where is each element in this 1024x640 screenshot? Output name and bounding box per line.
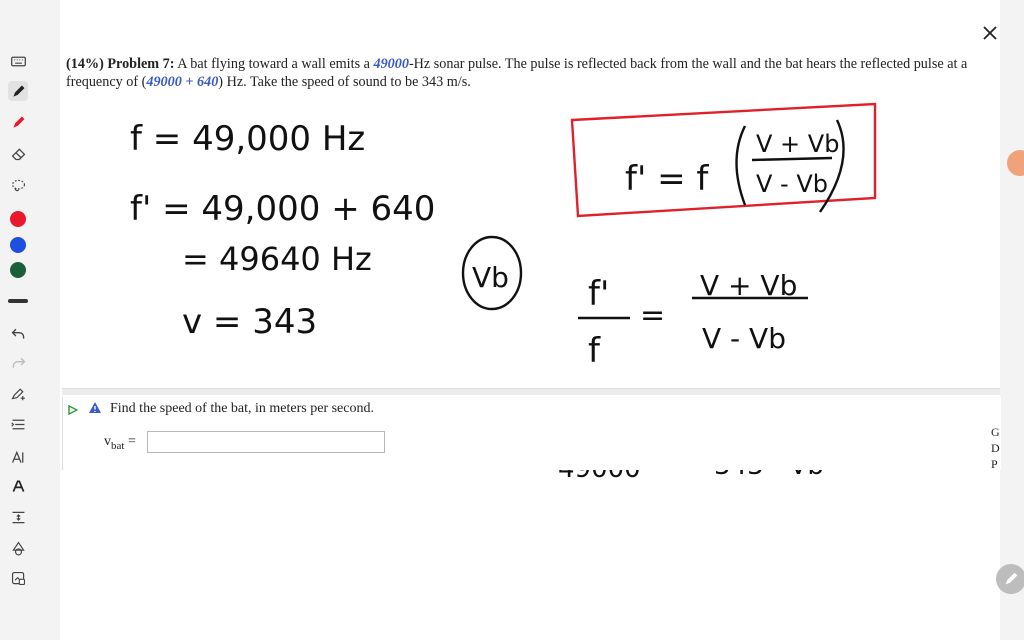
stroke-width-indicator[interactable] <box>8 299 28 303</box>
spacing-icon[interactable] <box>8 507 28 527</box>
green-color-swatch[interactable] <box>10 262 26 278</box>
answer-sub: bat <box>111 439 125 452</box>
hw-line-v: v = 343 <box>182 302 318 342</box>
question-divider <box>62 388 1000 395</box>
hw-boxed-lhs: f' = f <box>625 159 709 199</box>
hw-line-f: f = 49,000 Hz <box>130 119 366 159</box>
red-color-swatch[interactable] <box>10 211 26 227</box>
lasso-icon[interactable] <box>8 175 28 195</box>
insert-text-icon[interactable] <box>8 447 28 467</box>
close-icon[interactable] <box>980 23 1000 43</box>
drawing-toolbar <box>0 0 36 640</box>
pen-icon[interactable] <box>8 81 28 101</box>
side-letter-p: P <box>991 457 998 471</box>
hw-ratio-numerator: f' <box>588 274 610 314</box>
problem-text-a: A bat flying toward a wall emits a <box>177 56 370 72</box>
add-pen-icon[interactable] <box>8 383 28 403</box>
hw-line-f-prime: f' = 49,000 + 640 <box>130 189 436 229</box>
problem-title: Problem 7: <box>107 56 175 72</box>
edge-handle[interactable] <box>1007 150 1024 176</box>
highlighter-icon[interactable] <box>8 112 28 132</box>
hw-equals: = <box>640 298 666 333</box>
symbol-icon[interactable] <box>8 476 28 496</box>
image-icon[interactable] <box>8 568 28 588</box>
problem-weight: (14%) <box>66 56 104 72</box>
problem-text-b: -Hz sonar pulse. The pulse is reflected back from the wall and the bat hears the reflected pulse at a frequency of ( <box>66 56 968 90</box>
hw-boxed-denominator: V - Vb <box>756 170 828 198</box>
undo-icon[interactable] <box>8 323 28 343</box>
question-text: Find the speed of the bat, in meters per second. <box>110 401 374 416</box>
eraser-icon[interactable] <box>8 143 28 163</box>
answer-var: v <box>104 434 111 449</box>
problem-text-c: ) Hz. Take the speed of sound to be 343 m/s. <box>218 74 471 90</box>
hw-fraction-denominator: V - Vb <box>702 322 786 355</box>
hw-boxed-numerator: V + Vb <box>756 130 840 158</box>
side-letter-d: D <box>991 441 1000 455</box>
frequency-shift: 640 <box>197 74 219 90</box>
redo-icon[interactable] <box>8 352 28 372</box>
shapes-icon[interactable] <box>8 538 28 558</box>
warning-icon <box>88 401 102 414</box>
blue-color-swatch[interactable] <box>10 237 26 253</box>
hw-fraction-numerator: V + Vb <box>700 269 798 302</box>
answer-eq: = <box>124 434 136 449</box>
base-frequency: 49000 <box>146 74 182 90</box>
answer-label <box>104 434 136 452</box>
problem-statement <box>66 55 996 91</box>
page-canvas[interactable] <box>60 0 1000 640</box>
expand-arrow-icon[interactable] <box>68 402 78 412</box>
hw-circled-vb: Vb <box>472 261 509 294</box>
answer-input[interactable] <box>147 431 385 453</box>
hw-ratio-denominator: f <box>588 331 600 371</box>
emitted-frequency: 49000 <box>373 56 409 72</box>
pencil-icon <box>1002 570 1020 588</box>
side-letters <box>991 424 1000 472</box>
hw-line-result: = 49640 Hz <box>182 240 372 278</box>
plus-sign: + <box>181 74 198 90</box>
edit-fab-button[interactable] <box>996 564 1024 594</box>
side-letter-g: G <box>991 425 1000 439</box>
text-icon[interactable] <box>8 414 28 434</box>
keyboard-icon[interactable] <box>8 51 28 71</box>
